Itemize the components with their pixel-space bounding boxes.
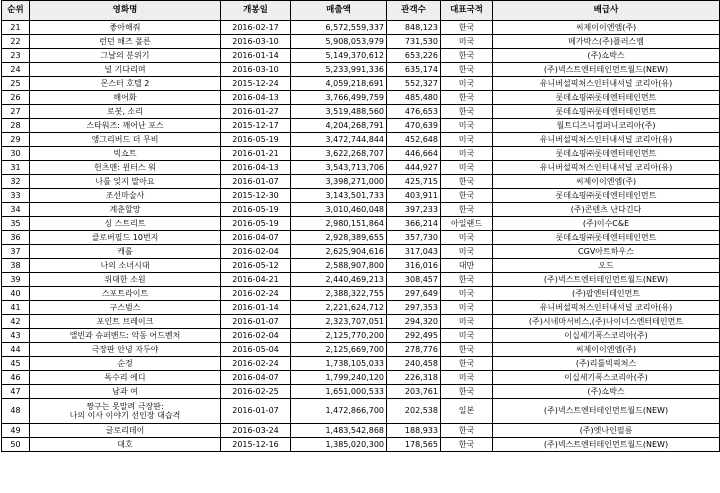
sales-cell: 3,766,499,759: [291, 91, 387, 105]
sales-cell: 3,519,488,560: [291, 105, 387, 119]
audience-cell: 226,318: [387, 371, 441, 385]
distributor-cell: 씨제이이엔엠(주): [493, 21, 720, 35]
table-row: [2, 424, 720, 438]
header-release-date: 개봉일: [221, 1, 291, 21]
distributor-cell: 유니버설픽쳐스인터내셔널 코리아(유): [493, 161, 720, 175]
movie-title: 짱구는 못말려 극장판: 나의 이사 이야기 선인장 대습격: [69, 401, 181, 420]
sales-cell: 2,125,669,700: [291, 343, 387, 357]
title-cell: [30, 119, 221, 133]
table-row: [2, 315, 720, 329]
sales-cell: 1,799,240,120: [291, 371, 387, 385]
nationality-cell: 미국: [441, 161, 493, 175]
title-cell: [30, 424, 221, 438]
distributor-cell: 이십세기폭스코리아(주): [493, 371, 720, 385]
sales-cell: 3,398,271,000: [291, 175, 387, 189]
nationality-cell: 미국: [441, 315, 493, 329]
table-row: [2, 119, 720, 133]
header-audience: 관객수: [387, 1, 441, 21]
release-date-cell: 2016-05-19: [221, 217, 291, 231]
nationality-cell: 미국: [441, 245, 493, 259]
movie-title: 포인트 브레이크: [96, 316, 154, 326]
table-row: [2, 77, 720, 91]
release-date-cell: 2016-04-07: [221, 231, 291, 245]
sales-cell: 2,625,904,616: [291, 245, 387, 259]
distributor-cell: (주)리틀빅픽쳐스: [493, 357, 720, 371]
audience-cell: 297,649: [387, 287, 441, 301]
distributor-cell: (주)쇼박스: [493, 49, 720, 63]
release-date-cell: 2016-04-21: [221, 273, 291, 287]
table-row: [2, 91, 720, 105]
table-row: [2, 175, 720, 189]
sales-cell: 3,543,713,706: [291, 161, 387, 175]
nationality-cell: 한국: [441, 175, 493, 189]
nationality-cell: 한국: [441, 438, 493, 452]
rank-cell: 33: [2, 189, 30, 203]
movie-title: 해어화: [113, 92, 137, 102]
sales-cell: 4,204,268,791: [291, 119, 387, 133]
release-date-cell: 2016-02-17: [221, 21, 291, 35]
rank-cell: 24: [2, 63, 30, 77]
distributor-cell: 유니버설픽쳐스인터내셔널 코리아(유): [493, 301, 720, 315]
header-sales: 매출액: [291, 1, 387, 21]
audience-cell: 731,530: [387, 35, 441, 49]
title-cell: [30, 231, 221, 245]
table-row: [2, 343, 720, 357]
rank-cell: 29: [2, 133, 30, 147]
table-row: [2, 147, 720, 161]
distributor-cell: 롯데쇼핑㈜롯데엔터테인먼트: [493, 105, 720, 119]
table-row: [2, 245, 720, 259]
movie-title: 대호: [117, 439, 133, 449]
nationality-cell: 한국: [441, 189, 493, 203]
release-date-cell: 2016-01-07: [221, 315, 291, 329]
rank-cell: 43: [2, 329, 30, 343]
nationality-cell: 한국: [441, 203, 493, 217]
nationality-cell: 한국: [441, 105, 493, 119]
distributor-cell: (주)팝엔터테인먼트: [493, 287, 720, 301]
title-cell: [30, 357, 221, 371]
distributor-cell: 월트디즈니컴퍼니코리아(주): [493, 119, 720, 133]
nationality-cell: 한국: [441, 21, 493, 35]
audience-cell: 202,538: [387, 399, 441, 424]
rank-cell: 42: [2, 315, 30, 329]
sales-cell: 5,233,991,336: [291, 63, 387, 77]
distributor-cell: 롯데쇼핑㈜롯데엔터테인먼트: [493, 231, 720, 245]
table-row: [2, 273, 720, 287]
distributor-cell: 오드: [493, 259, 720, 273]
release-date-cell: 2016-01-07: [221, 399, 291, 424]
nationality-cell: 한국: [441, 49, 493, 63]
rank-cell: 36: [2, 231, 30, 245]
sales-cell: 3,010,460,048: [291, 203, 387, 217]
rank-cell: 35: [2, 217, 30, 231]
audience-cell: 357,730: [387, 231, 441, 245]
distributor-cell: 이십세기폭스코리아(주): [493, 329, 720, 343]
distributor-cell: (주)넥스트엔터테인먼트월드(NEW): [493, 438, 720, 452]
rank-cell: 21: [2, 21, 30, 35]
title-cell: [30, 217, 221, 231]
header-distributor: 배급사: [493, 1, 720, 21]
movie-title: 스타워즈: 깨어난 포스: [86, 120, 164, 130]
audience-cell: 297,353: [387, 301, 441, 315]
release-date-cell: 2015-12-30: [221, 189, 291, 203]
rank-cell: 27: [2, 105, 30, 119]
sales-cell: 1,472,866,700: [291, 399, 387, 424]
table-row: [2, 287, 720, 301]
distributor-cell: 롯데쇼핑㈜롯데엔터테인먼트: [493, 147, 720, 161]
rank-cell: 45: [2, 357, 30, 371]
movie-title: 나를 잊지 말아요: [95, 176, 155, 186]
title-cell: [30, 147, 221, 161]
box-office-table: [1, 0, 720, 452]
audience-cell: 848,123: [387, 21, 441, 35]
distributor-cell: (주)엣나인필름: [493, 424, 720, 438]
nationality-cell: 한국: [441, 273, 493, 287]
rank-cell: 22: [2, 35, 30, 49]
rank-cell: 41: [2, 301, 30, 315]
nationality-cell: 미국: [441, 329, 493, 343]
release-date-cell: 2016-01-21: [221, 147, 291, 161]
nationality-cell: 미국: [441, 119, 493, 133]
release-date-cell: 2016-01-14: [221, 49, 291, 63]
movie-title: 런던 해즈 폴른: [99, 36, 151, 46]
sales-cell: 5,149,370,612: [291, 49, 387, 63]
nationality-cell: 미국: [441, 371, 493, 385]
movie-title: 그날의 분위기: [100, 50, 150, 60]
nationality-cell: 미국: [441, 77, 493, 91]
audience-cell: 278,776: [387, 343, 441, 357]
title-cell: [30, 189, 221, 203]
title-cell: [30, 175, 221, 189]
distributor-cell: 메가박스(주)플러스엠: [493, 35, 720, 49]
movie-title: 헌츠맨: 윈터스 워: [94, 162, 156, 172]
title-cell: [30, 245, 221, 259]
distributor-cell: 유니버설픽쳐스인터내셔널 코리아(유): [493, 77, 720, 91]
title-cell: [30, 371, 221, 385]
release-date-cell: 2016-02-24: [221, 357, 291, 371]
movie-title: 몬스터 호텔 2: [100, 78, 150, 88]
movie-title: 스포트라이트: [101, 288, 149, 298]
sales-cell: 2,588,907,800: [291, 259, 387, 273]
release-date-cell: 2016-01-27: [221, 105, 291, 119]
nationality-cell: 미국: [441, 231, 493, 245]
release-date-cell: 2016-02-24: [221, 287, 291, 301]
audience-cell: 366,214: [387, 217, 441, 231]
title-cell: [30, 385, 221, 399]
release-date-cell: 2016-04-13: [221, 91, 291, 105]
audience-cell: 452,648: [387, 133, 441, 147]
audience-cell: 470,639: [387, 119, 441, 133]
title-cell: [30, 343, 221, 357]
release-date-cell: 2016-05-19: [221, 133, 291, 147]
release-date-cell: 2016-02-04: [221, 329, 291, 343]
movie-title: 앨빈과 슈퍼밴드: 악동 어드벤처: [69, 330, 181, 340]
header-title: 영화명: [30, 1, 221, 21]
movie-title: 좋아해줘: [109, 22, 141, 32]
nationality-cell: 아일랜드: [441, 217, 493, 231]
movie-title: 나의 소녀시대: [100, 260, 150, 270]
audience-cell: 635,174: [387, 63, 441, 77]
movie-title: 위대한 소원: [104, 274, 146, 284]
sales-cell: 1,385,020,300: [291, 438, 387, 452]
header-nationality: 대표국적: [441, 1, 493, 21]
nationality-cell: 한국: [441, 91, 493, 105]
table-header-row: [2, 1, 720, 21]
table-row: [2, 371, 720, 385]
sales-cell: 5,908,053,979: [291, 35, 387, 49]
table-row: [2, 357, 720, 371]
nationality-cell: 일본: [441, 399, 493, 424]
release-date-cell: 2015-12-16: [221, 438, 291, 452]
title-cell: [30, 399, 221, 424]
distributor-cell: (주)넥스트엔터테인먼트월드(NEW): [493, 399, 720, 424]
sales-cell: 4,059,218,691: [291, 77, 387, 91]
audience-cell: 476,653: [387, 105, 441, 119]
table-row: [2, 329, 720, 343]
movie-title: 빅쇼트: [113, 148, 137, 158]
sales-cell: 3,622,268,707: [291, 147, 387, 161]
rank-cell: 34: [2, 203, 30, 217]
rank-cell: 28: [2, 119, 30, 133]
sales-cell: 1,738,105,033: [291, 357, 387, 371]
title-cell: [30, 35, 221, 49]
audience-cell: 188,933: [387, 424, 441, 438]
distributor-cell: 씨제이이엔엠(주): [493, 343, 720, 357]
title-cell: [30, 49, 221, 63]
title-cell: [30, 315, 221, 329]
release-date-cell: 2016-03-10: [221, 35, 291, 49]
title-cell: [30, 21, 221, 35]
movie-title: 구스범스: [109, 302, 141, 312]
nationality-cell: 미국: [441, 35, 493, 49]
rank-cell: 32: [2, 175, 30, 189]
distributor-cell: (주)이수C&E: [493, 217, 720, 231]
nationality-cell: 미국: [441, 133, 493, 147]
release-date-cell: 2016-02-04: [221, 245, 291, 259]
sales-cell: 2,221,624,712: [291, 301, 387, 315]
rank-cell: 31: [2, 161, 30, 175]
audience-cell: 317,043: [387, 245, 441, 259]
title-cell: [30, 133, 221, 147]
title-cell: [30, 91, 221, 105]
audience-cell: 397,233: [387, 203, 441, 217]
rank-cell: 39: [2, 273, 30, 287]
sales-cell: 2,980,151,864: [291, 217, 387, 231]
distributor-cell: 유니버설픽쳐스인터내셔널 코리아(유): [493, 133, 720, 147]
audience-cell: 552,327: [387, 77, 441, 91]
audience-cell: 308,457: [387, 273, 441, 287]
audience-cell: 444,927: [387, 161, 441, 175]
rank-cell: 48: [2, 399, 30, 424]
rank-cell: 30: [2, 147, 30, 161]
table-row: [2, 161, 720, 175]
movie-title: 순정: [117, 358, 133, 368]
audience-cell: 485,480: [387, 91, 441, 105]
table-row: [2, 203, 720, 217]
release-date-cell: 2016-01-07: [221, 175, 291, 189]
table-row: [2, 63, 720, 77]
release-date-cell: 2015-12-17: [221, 119, 291, 133]
title-cell: [30, 273, 221, 287]
movie-title: 로봇, 소리: [107, 106, 143, 116]
nationality-cell: 미국: [441, 301, 493, 315]
movie-title: 계춘할망: [109, 204, 141, 214]
rank-cell: 46: [2, 371, 30, 385]
table-row: [2, 105, 720, 119]
table-row: [2, 189, 720, 203]
release-date-cell: 2016-05-04: [221, 343, 291, 357]
rank-cell: 49: [2, 424, 30, 438]
release-date-cell: 2016-04-13: [221, 161, 291, 175]
distributor-cell: 씨제이이엔엠(주): [493, 175, 720, 189]
release-date-cell: 2016-05-12: [221, 259, 291, 273]
movie-title: 싱 스트리트: [104, 218, 146, 228]
movie-title: 극장판 안녕 자두야: [91, 344, 159, 354]
table-row: [2, 133, 720, 147]
movie-title: 독수리 에디: [104, 372, 146, 382]
audience-cell: 446,664: [387, 147, 441, 161]
distributor-cell: CGV아트하우스: [493, 245, 720, 259]
movie-title: 남과 여: [112, 386, 138, 396]
table-row: [2, 399, 720, 424]
release-date-cell: 2016-03-24: [221, 424, 291, 438]
distributor-cell: 롯데쇼핑㈜롯데엔터테인먼트: [493, 189, 720, 203]
title-cell: [30, 105, 221, 119]
audience-cell: 178,565: [387, 438, 441, 452]
release-date-cell: 2016-01-14: [221, 301, 291, 315]
audience-cell: 403,911: [387, 189, 441, 203]
distributor-cell: 롯데쇼핑㈜롯데엔터테인먼트: [493, 91, 720, 105]
distributor-cell: (주)넥스트엔터테인먼트월드(NEW): [493, 63, 720, 77]
rank-cell: 40: [2, 287, 30, 301]
release-date-cell: 2016-04-07: [221, 371, 291, 385]
title-cell: [30, 287, 221, 301]
title-cell: [30, 77, 221, 91]
nationality-cell: 한국: [441, 357, 493, 371]
table-row: [2, 438, 720, 452]
nationality-cell: 한국: [441, 424, 493, 438]
rank-cell: 23: [2, 49, 30, 63]
title-cell: [30, 301, 221, 315]
rank-cell: 26: [2, 91, 30, 105]
table-row: [2, 231, 720, 245]
rank-cell: 37: [2, 245, 30, 259]
table-row: [2, 385, 720, 399]
nationality-cell: 대만: [441, 259, 493, 273]
table-row: [2, 35, 720, 49]
sales-cell: 2,323,707,051: [291, 315, 387, 329]
audience-cell: 294,320: [387, 315, 441, 329]
title-cell: [30, 203, 221, 217]
sales-cell: 2,440,469,213: [291, 273, 387, 287]
title-cell: [30, 161, 221, 175]
movie-title: 널 기다리며: [104, 64, 146, 74]
movie-title: 앵그리버드 더 무비: [91, 134, 159, 144]
audience-cell: 653,226: [387, 49, 441, 63]
nationality-cell: 한국: [441, 385, 493, 399]
title-cell: [30, 259, 221, 273]
movie-title: 글로리데이: [105, 425, 145, 435]
movie-title: 조선마술사: [105, 190, 145, 200]
table-row: [2, 301, 720, 315]
movie-title: 클로버필드 10번지: [91, 232, 159, 242]
table-body: [2, 21, 720, 452]
table-row: [2, 217, 720, 231]
table-row: [2, 49, 720, 63]
sales-cell: 1,651,000,533: [291, 385, 387, 399]
sales-cell: 2,928,389,655: [291, 231, 387, 245]
audience-cell: 203,761: [387, 385, 441, 399]
rank-cell: 47: [2, 385, 30, 399]
rank-cell: 25: [2, 77, 30, 91]
title-cell: [30, 63, 221, 77]
distributor-cell: (주)시네마서비스,(주)나이너스엔터테인먼트: [493, 315, 720, 329]
sales-cell: 2,388,322,755: [291, 287, 387, 301]
release-date-cell: 2015-12-24: [221, 77, 291, 91]
sales-cell: 3,472,744,844: [291, 133, 387, 147]
sales-cell: 1,483,542,868: [291, 424, 387, 438]
movie-title: 캐롤: [117, 246, 133, 256]
distributor-cell: (주)콘텐츠 난다긴다: [493, 203, 720, 217]
audience-cell: 425,715: [387, 175, 441, 189]
title-cell: [30, 438, 221, 452]
nationality-cell: 미국: [441, 287, 493, 301]
rank-cell: 50: [2, 438, 30, 452]
sales-cell: 6,572,559,337: [291, 21, 387, 35]
distributor-cell: (주)쇼박스: [493, 385, 720, 399]
audience-cell: 316,016: [387, 259, 441, 273]
audience-cell: 292,495: [387, 329, 441, 343]
table-row: [2, 259, 720, 273]
nationality-cell: 한국: [441, 343, 493, 357]
title-cell: [30, 329, 221, 343]
sales-cell: 2,125,770,200: [291, 329, 387, 343]
header-rank: 순위: [2, 1, 30, 21]
sales-cell: 3,143,501,733: [291, 189, 387, 203]
table-row: [2, 21, 720, 35]
release-date-cell: 2016-02-25: [221, 385, 291, 399]
audience-cell: 240,458: [387, 357, 441, 371]
rank-cell: 38: [2, 259, 30, 273]
distributor-cell: (주)넥스트엔터테인먼트월드(NEW): [493, 273, 720, 287]
rank-cell: 44: [2, 343, 30, 357]
nationality-cell: 한국: [441, 63, 493, 77]
nationality-cell: 미국: [441, 147, 493, 161]
release-date-cell: 2016-03-10: [221, 63, 291, 77]
release-date-cell: 2016-05-19: [221, 203, 291, 217]
